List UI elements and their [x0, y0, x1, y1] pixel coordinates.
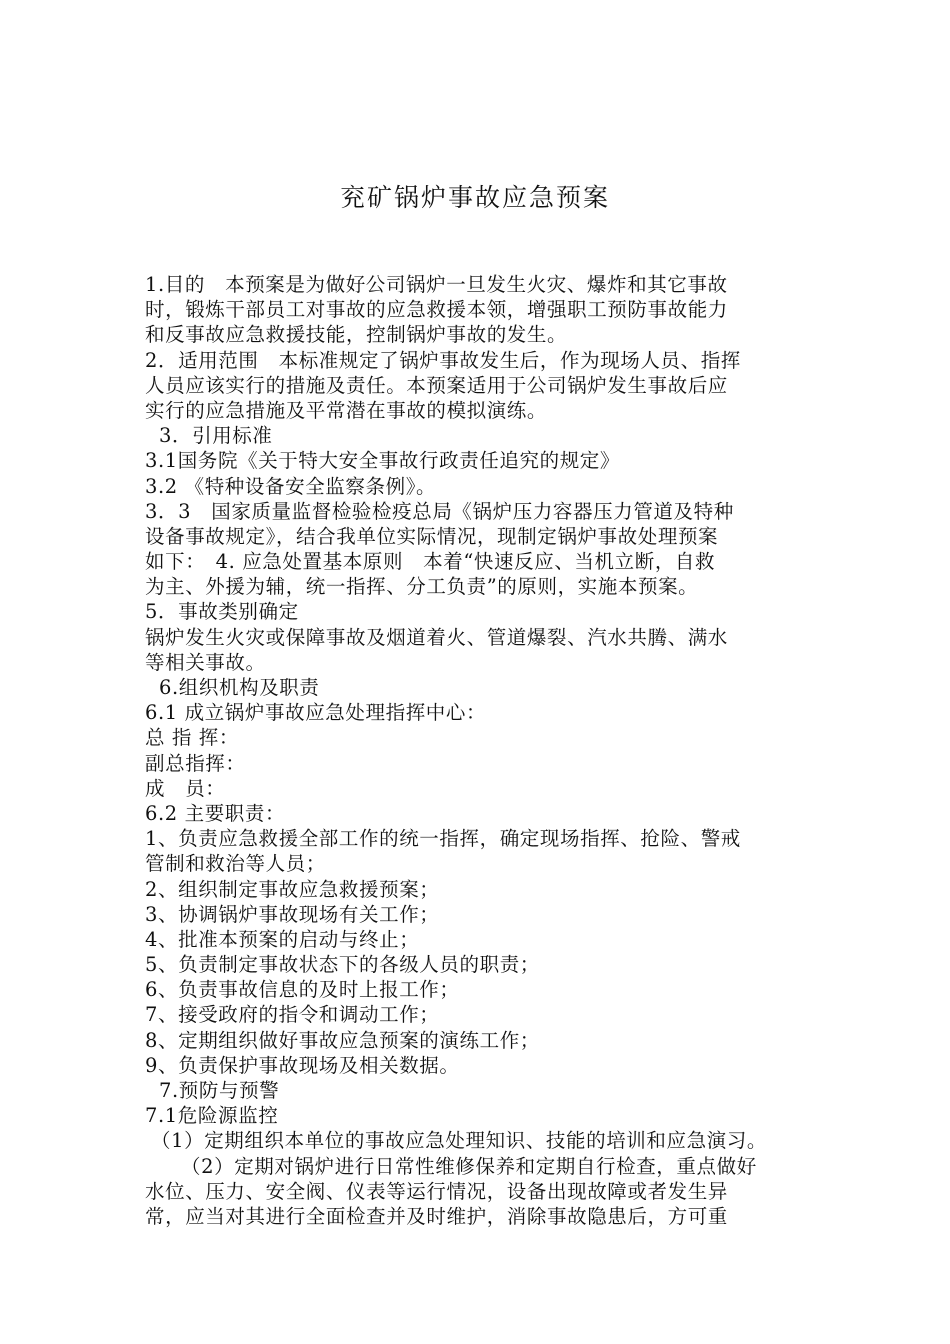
- list-item: 5、负责制定事故状态下的各级人员的职责；: [145, 953, 540, 977]
- document-title: 兖矿锅炉事故应急预案: [339, 183, 610, 212]
- list-item: 4、批准本预案的启动与终止；: [145, 927, 420, 951]
- text-line: 3.2 《特种设备安全监察条例》。: [145, 474, 437, 498]
- section-heading: 7.预防与预警: [159, 1079, 280, 1102]
- list-item: 8、定期组织做好事故应急预案的演练工作；: [145, 1028, 540, 1052]
- text-line: 锅炉发生火灾或保障事故及烟道着火、管道爆裂、汽水共腾、满水: [145, 625, 728, 649]
- text-line: 实行的应急措施及平常潜在事故的模拟演练。: [145, 398, 548, 422]
- text-line: 3.1国务院《关于特大安全事故行政责任追究的规定》: [145, 449, 621, 473]
- list-item: 3、协调锅炉事故现场有关工作；: [145, 902, 440, 926]
- list-item: 7、接受政府的指令和调动工作；: [145, 1003, 440, 1027]
- text-line: 人员应该实行的措施及责任。本预案适用于公司锅炉发生事故后应: [145, 373, 728, 397]
- text-line: 如下： 4. 应急处置基本原则 本着“快速反应、当机立断，自救: [145, 550, 716, 574]
- text-line: 6.2 主要职责：: [145, 801, 286, 825]
- list-item: 2、组织制定事故应急救援预案；: [145, 877, 440, 901]
- text-line: 2．适用范围 本标准规定了锅炉事故发生后，作为现场人员、指挥: [145, 348, 741, 372]
- text-line: 常，应当对其进行全面检查并及时维护，消除事故隐患后，方可重: [145, 1204, 728, 1228]
- text-line: 管制和救治等人员；: [145, 852, 326, 876]
- list-item: 6、负责事故信息的及时上报工作；: [145, 978, 460, 1002]
- document-body: [145, 272, 810, 1229]
- list-item: 1、负责应急救援全部工作的统一指挥，确定现场指挥、抢险、警戒: [145, 827, 741, 851]
- list-item: 9、负责保护事故现场及相关数据。: [145, 1053, 460, 1077]
- list-item: （2）定期对锅炉进行日常性维修保养和定期自行检查，重点做好: [181, 1154, 757, 1178]
- text-line: 水位、压力、安全阀、仪表等运行情况，设备出现故障或者发生异: [145, 1179, 728, 1203]
- text-line: 时，锻炼干部员工对事故的应急救援本领，增强职工预防事故能力: [145, 298, 728, 322]
- text-line: 设备事故规定》，结合我单位实际情况，现制定锅炉事故处理预案: [145, 524, 719, 548]
- text-line: 成 员：: [145, 776, 226, 800]
- text-line: 6.1 成立锅炉事故应急处理指挥中心：: [145, 701, 487, 725]
- text-line: 为主、外援为辅，统一指挥、分工负责”的原则，实施本预案。: [145, 575, 699, 599]
- section-heading: 6.组织机构及职责: [159, 676, 320, 699]
- text-line: 7.1危险源监控: [145, 1104, 279, 1128]
- text-line: 等相关事故。: [145, 650, 266, 674]
- section-heading: 3．引用标准: [159, 424, 273, 448]
- text-line: 和反事故应急救援技能，控制锅炉事故的发生。: [145, 323, 568, 347]
- list-item: （1）定期组织本单位的事故应急处理知识、技能的培训和应急演习。: [151, 1129, 768, 1153]
- section-heading: 5．事故类别确定: [145, 600, 299, 624]
- text-line: 3．3 国家质量监督检验检疫总局《锅炉压力容器压力管道及特种: [145, 499, 734, 523]
- text-line: 副总指挥：: [145, 751, 246, 775]
- text-line: 总 指 挥：: [145, 726, 239, 750]
- text-line: 1.目的 本预案是为做好公司锅炉一旦发生火灾、爆炸和其它事故: [145, 273, 728, 296]
